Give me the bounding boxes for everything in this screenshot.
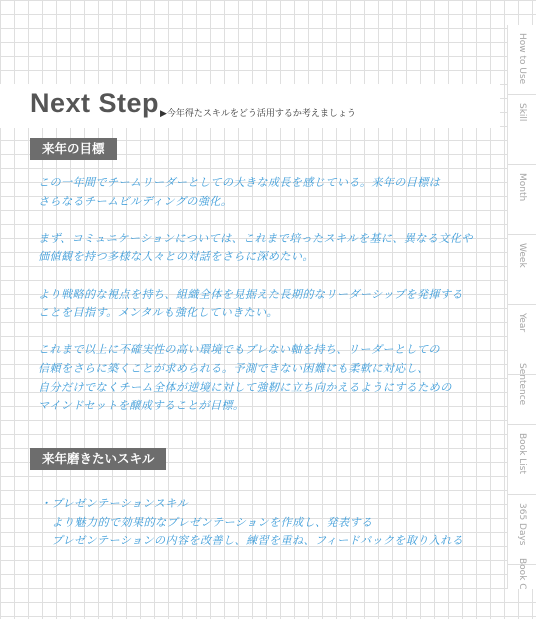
side-tab-label: Skill xyxy=(517,103,527,122)
side-tab-label: How to Use xyxy=(517,33,527,85)
side-tab-book-c[interactable] xyxy=(508,550,536,619)
side-tab-how-to-use[interactable] xyxy=(508,25,536,95)
side-index-tabs xyxy=(507,25,536,589)
section-label-skills-to-improve: 来年磨きたいスキル xyxy=(30,448,166,470)
side-tab-label: Year xyxy=(517,313,527,333)
side-tab-label: 365 Days xyxy=(517,503,527,546)
side-tab-skill[interactable] xyxy=(508,95,536,165)
page-subtitle: ▶今年得たスキルをどう活用するか考えましょう xyxy=(160,109,356,119)
side-tab-label: Book List xyxy=(517,433,527,474)
side-tab-label: Sentence xyxy=(517,363,527,406)
next-year-goal-text: この一年間でチームリーダーとしての大きな成長を感じている。来年の目標は さらなるチームビルディングの強化。 まず、コミュニケーションについては、これまで培ったスキルを基に、異なる文化や 価値観を持つ多様な人々との対話をさらに深めたい。 より戦略的な視点を持ち、組織全体を見据えた長期的なリーダーシップを発揮する ことを目指す。メンタルも強化していきたい。 これまで以上に不確実性の高い環境でもブレない軸を持ち、リーダーとしての 信頼をさらに築くことが求められる。予測できない困難にも柔軟に対応し、 自分だけでなくチーム全体が逆境に対して強靭に立ち向かえるようにするための マインドセットを醸成することが目標。 xyxy=(38,176,473,413)
page-title: Next Step xyxy=(30,88,160,118)
side-tab-label: Book C xyxy=(517,558,527,590)
side-tab-label: Month xyxy=(517,173,527,202)
skills-to-improve-text: ・プレゼンテーションスキル より魅力的で効果的なプレゼンテーションを作成し、発表する プレゼンテーションの内容を改善し、練習を重ね、フィードバックを取り入れる xyxy=(40,497,464,548)
side-tab-week[interactable] xyxy=(508,235,536,305)
side-tab-sentence[interactable] xyxy=(508,355,536,425)
side-tab-month[interactable] xyxy=(508,165,536,235)
side-tab-label: Week xyxy=(517,243,527,268)
section-label-next-year-goal: 来年の目標 xyxy=(30,138,117,160)
side-tab-book-list[interactable] xyxy=(508,425,536,495)
